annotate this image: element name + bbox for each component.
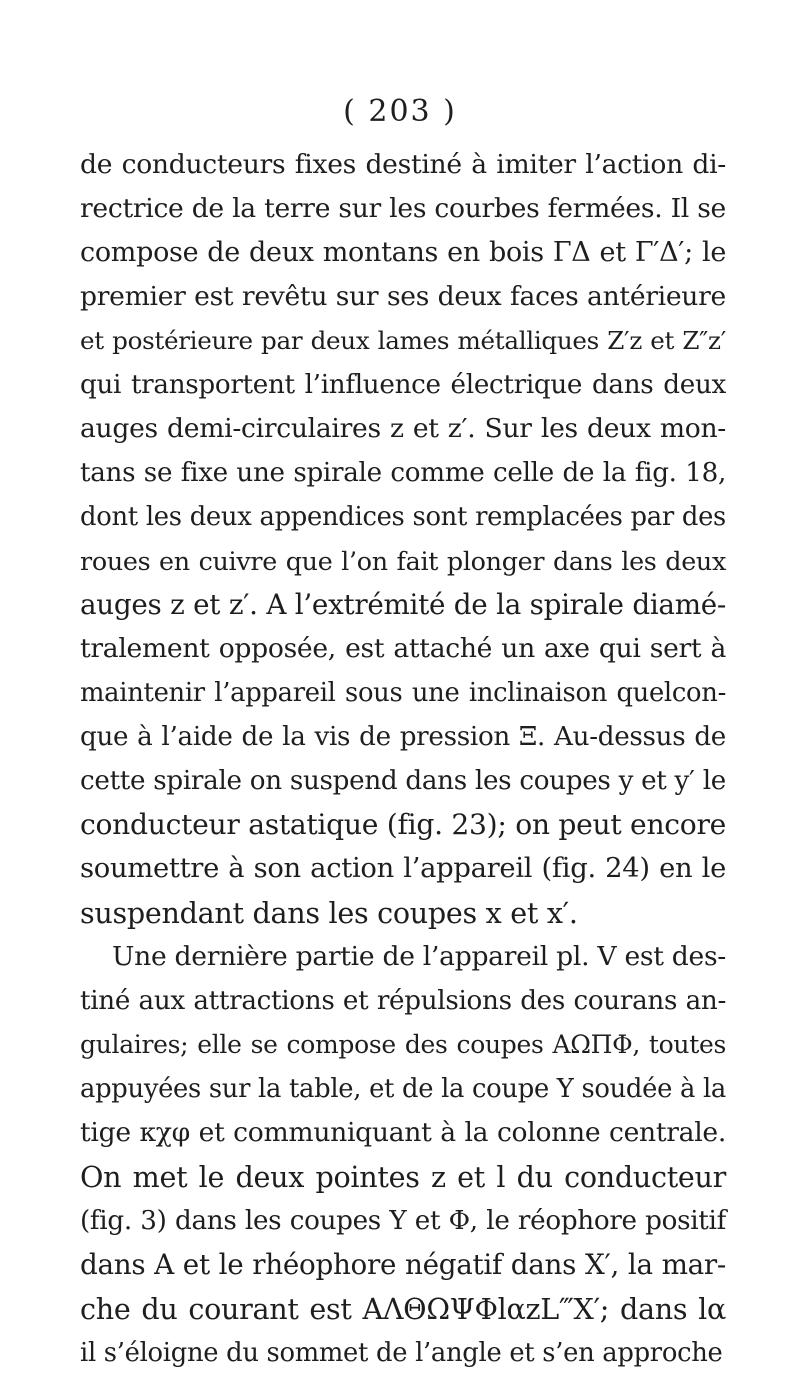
- text-line: tralement opposée, est attaché un axe qui sert à: [80, 633, 726, 664]
- text-line: de conducteurs fixes destiné à imiter l’action di-: [80, 149, 726, 180]
- text-line: tige κχφ et communiquant à la colonne centrale.: [80, 1117, 726, 1148]
- text-line: appuyées sur la table, et de la coupe Υ soudée à la: [80, 1074, 726, 1104]
- text-line: che du courant est AΛΘΩΨΦlαzL‴X′; dans lα: [80, 1292, 726, 1326]
- text-line: dans A et le rhéophore négatif dans X′, la mar-: [80, 1248, 726, 1281]
- text-line: Une dernière partie de l’appareil pl. V est des-: [112, 941, 726, 972]
- text-line: tiné aux attractions et répulsions des courans an-: [80, 986, 726, 1016]
- text-line: On met le deux pointes z et l du conducteur: [80, 1160, 726, 1194]
- page-number: ( 203 ): [343, 94, 457, 129]
- text-line: qui transportent l’influence électrique dans deux: [80, 370, 726, 400]
- text-line: dont les deux appendices sont remplacées par des: [80, 502, 726, 532]
- text-line: roues en cuivre que l’on fait plonger dans les deux: [80, 546, 726, 576]
- text-line: cette spirale on suspend dans les coupes y et y′ le: [80, 766, 726, 796]
- text-line: maintenir l’appareil sous une inclinaison quelcon-: [80, 678, 726, 708]
- text-line: et postérieure par deux lames métalliques Z′z et Z″z′: [80, 326, 726, 355]
- text-line: (fig. 3) dans les coupes Υ et Φ, le réophore positif: [80, 1206, 726, 1236]
- text-line: conducteur astatique (fig. 23); on peut encore: [80, 808, 727, 841]
- text-line: auges demi-circulaires z et z′. Sur les deux mon-: [80, 413, 726, 444]
- text-line: auges z et z′. A l’extrémité de la spirale diamé-: [80, 588, 726, 621]
- text-line: compose de deux montans en bois ΓΔ et Γ′Δ′; le: [80, 237, 726, 268]
- text-line: tans se fixe une spirale comme celle de la fig. 18,: [80, 458, 726, 488]
- text-line: gulaires; elle se compose des coupes AΩΠΦ, toutes: [80, 1030, 726, 1059]
- body-text: [80, 143, 726, 1375]
- text-line: premier est revêtu sur ses deux faces antérieure: [80, 281, 726, 312]
- text-line: soumettre à son action l’appareil (fig. 24) en le: [80, 853, 726, 884]
- text-line: que à l’aide de la vis de pression Ξ. Au-dessus de: [80, 722, 726, 752]
- text-line: suspendant dans les coupes x et x′.: [80, 896, 578, 930]
- text-line: rectrice de la terre sur les courbes fermées. Il se: [80, 193, 726, 224]
- text-line: il s’éloigne du sommet de l’angle et s’en approche: [80, 1338, 723, 1368]
